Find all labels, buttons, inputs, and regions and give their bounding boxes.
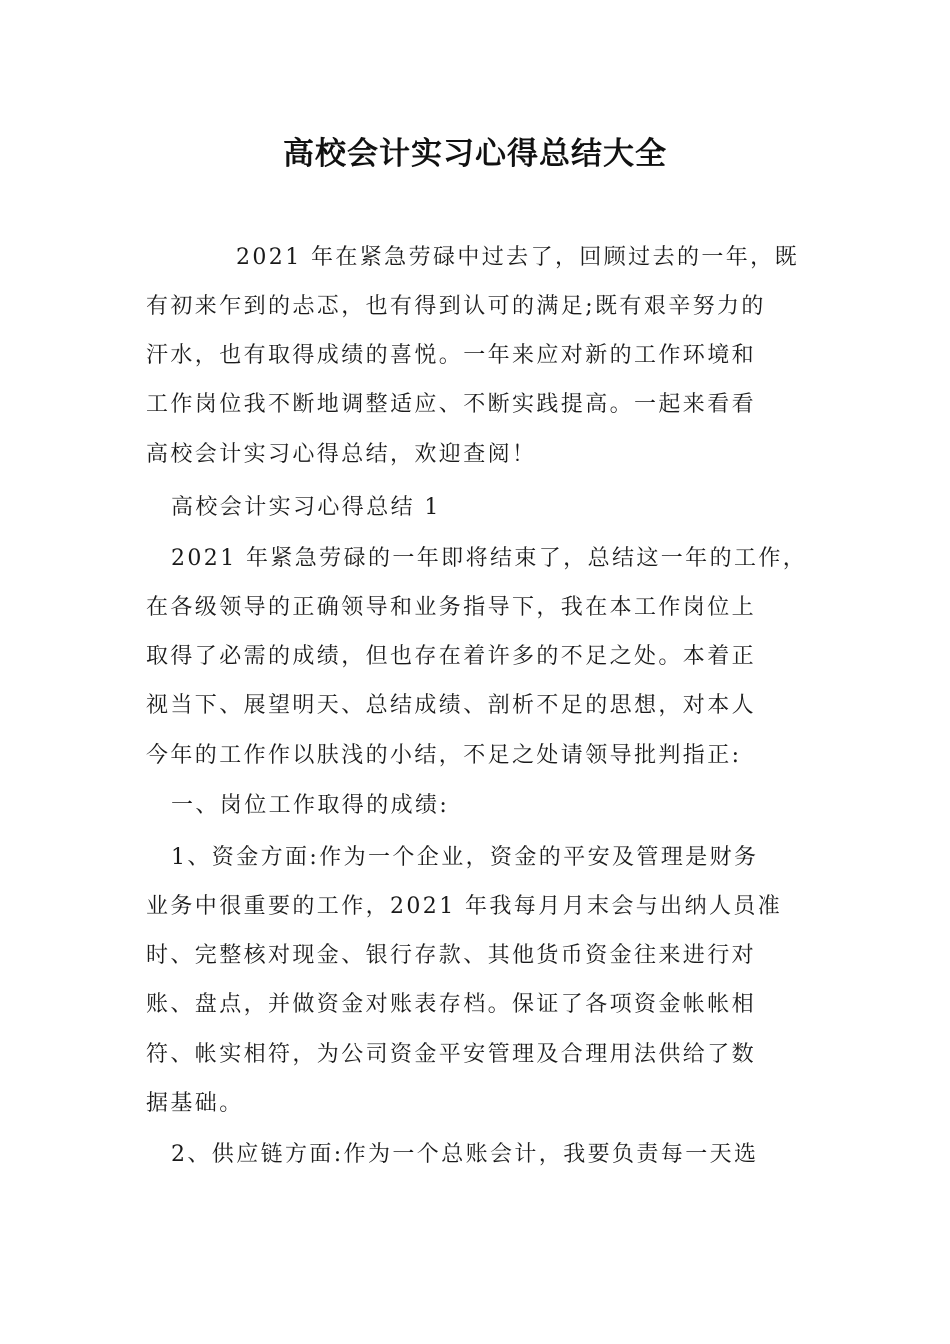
paragraph-line: 汗水，也有取得成绩的喜悦。一年来应对新的工作环境和 bbox=[146, 343, 757, 368]
paragraph-line: 高校会计实习心得总结，欢迎查阅！ bbox=[146, 442, 537, 467]
paragraph-line: 账、盘点，并做资金对账表存档。保证了各项资金帐帐相 bbox=[146, 992, 757, 1017]
paragraph-line: 2021 年在紧急劳碌中过去了，回顾过去的一年，既 bbox=[236, 245, 799, 270]
paragraph-line: 取得了必需的成绩，但也存在着许多的不足之处。本着正 bbox=[146, 644, 757, 669]
paragraph-line: 2、供应链方面:作为一个总账会计，我要负责每一天选 bbox=[171, 1142, 759, 1167]
paragraph-line: 今年的工作作以肤浅的小结，不足之处请领导批判指正: bbox=[146, 743, 742, 768]
subsection-heading: 一、岗位工作取得的成绩: bbox=[171, 793, 450, 818]
section-heading: 高校会计实习心得总结 1 bbox=[171, 495, 441, 520]
paragraph-line: 业务中很重要的工作，2021 年我每月月末会与出纳人员准 bbox=[146, 894, 783, 919]
document-title: 高校会计实习心得总结大全 bbox=[283, 136, 667, 172]
paragraph-line: 有初来乍到的忐忑，也有得到认可的满足;既有艰辛努力的 bbox=[146, 294, 766, 319]
paragraph-line: 2021 年紧急劳碌的一年即将结束了，总结这一年的工作， bbox=[171, 546, 808, 571]
paragraph-line: 1、资金方面:作为一个企业，资金的平安及管理是财务 bbox=[171, 845, 759, 870]
paragraph-line: 视当下、展望明天、总结成绩、剖析不足的思想，对本人 bbox=[146, 693, 757, 718]
paragraph-line: 时、完整核对现金、银行存款、其他货币资金往来进行对 bbox=[146, 943, 757, 968]
paragraph-line: 符、帐实相符，为公司资金平安管理及合理用法供给了数 bbox=[146, 1042, 757, 1067]
paragraph-line: 在各级领导的正确领导和业务指导下，我在本工作岗位上 bbox=[146, 595, 757, 620]
paragraph-line: 据基础。 bbox=[146, 1091, 244, 1116]
paragraph-line: 工作岗位我不断地调整适应、不断实践提高。一起来看看 bbox=[146, 392, 757, 417]
